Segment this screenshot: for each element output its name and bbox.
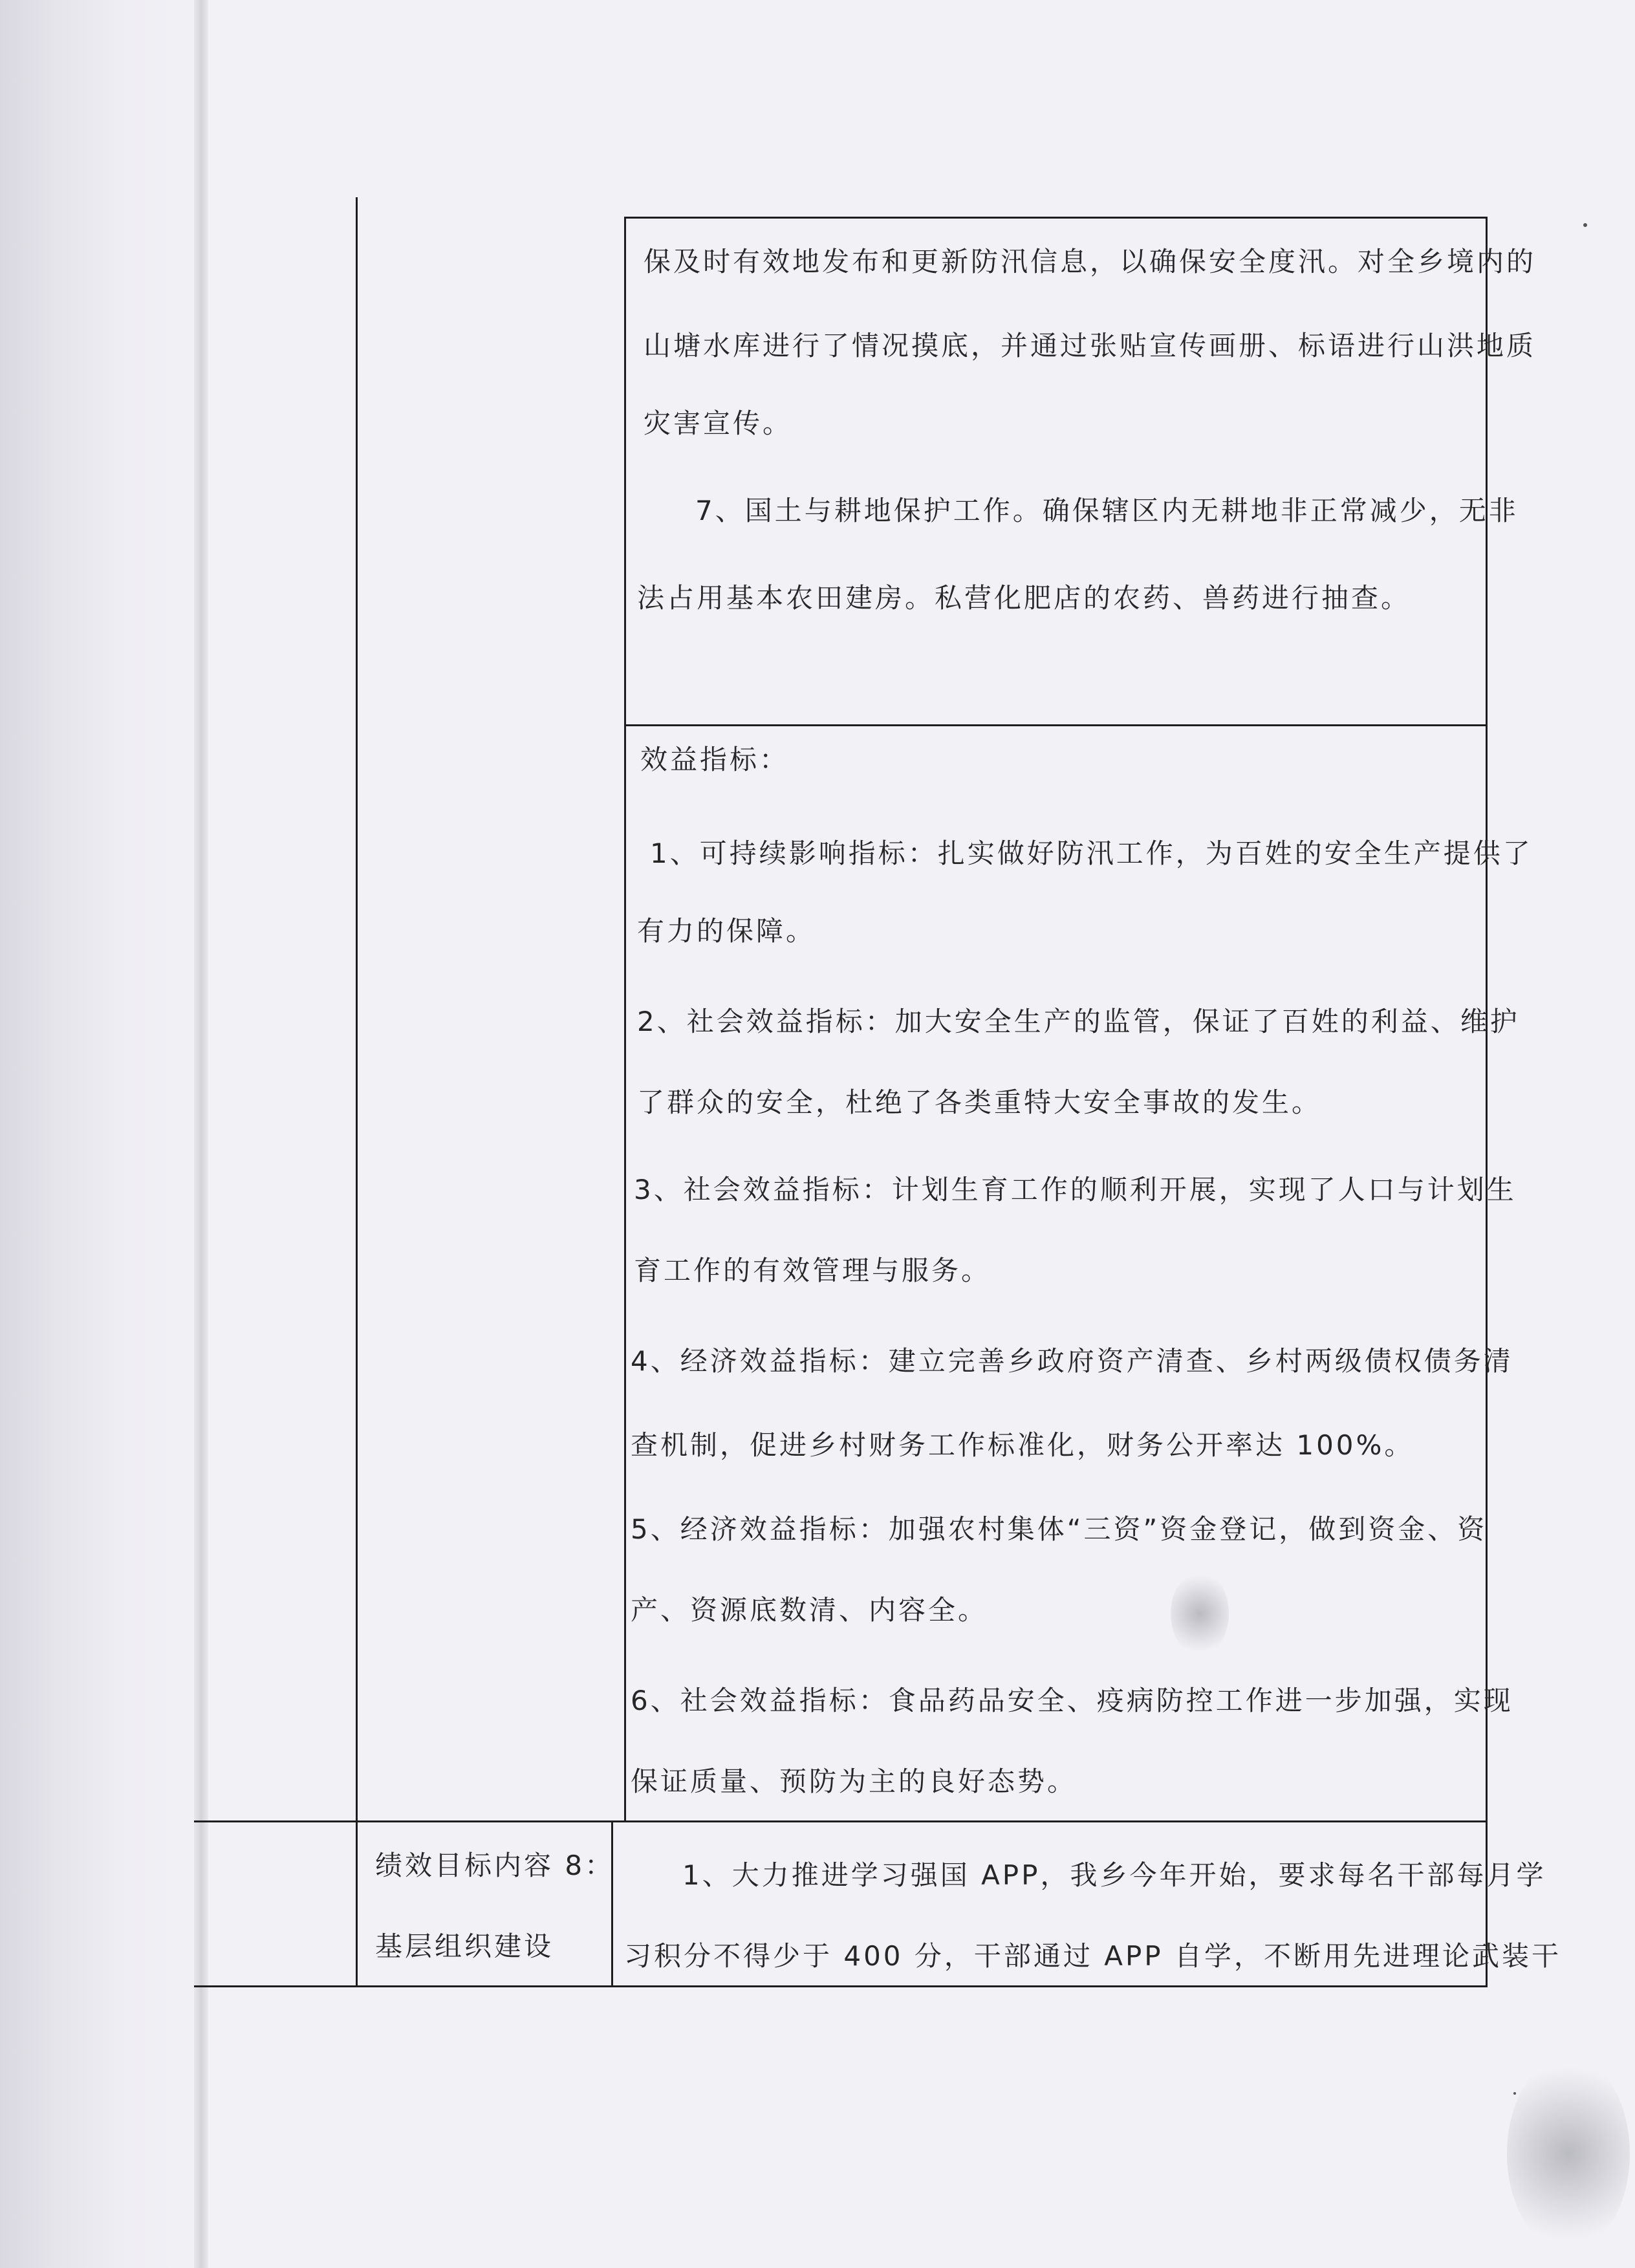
benefit-item-line: 育工作的有效管理与服务。 [634,1255,991,1286]
benefit-item-line: 2、社会效益指标：加大安全生产的监管，保证了百姓的利益、维护 [637,1006,1520,1037]
benefit-item-line: 了群众的安全，杜绝了各类重特大安全事故的发生。 [637,1086,1322,1118]
text-line: 灾害宣传。 [644,407,793,439]
column-divider-inner [624,217,626,1820]
column-divider-outer [356,197,358,1987]
table-bottom-border [194,1985,1488,1987]
target8-label-line2: 基层组织建设 [375,1930,554,1962]
table-right-border [1486,217,1488,1987]
ink-smudge [1171,1571,1229,1656]
benefit-item-line: 3、社会效益指标：计划生育工作的顺利开展，实现了人口与计划生 [634,1174,1517,1205]
fingerprint-smudge [1507,2057,1630,2251]
benefit-heading: 效益指标： [640,744,790,775]
table-top-border [624,217,1488,219]
target8-text-line: 1、大力推进学习强国 APP，我乡今年开始，要求每名干部每月学 [682,1859,1546,1891]
dust-speck [1583,223,1587,227]
text-line: 山塘水库进行了情况摸底，并通过张贴宣传画册、标语进行山洪地质 [644,330,1537,362]
row-divider-upper [624,724,1488,726]
benefit-item-line: 4、经济效益指标：建立完善乡政府资产清查、乡村两级债权债务清 [631,1345,1513,1377]
dust-speck [1513,2092,1516,2095]
benefit-item-line: 产、资源底数清、内容全。 [631,1594,988,1626]
benefit-item-line: 保证质量、预防为主的良好态势。 [631,1766,1077,1797]
benefit-item-line: 查机制，促进乡村财务工作标准化，财务公开率达 100%。 [631,1429,1414,1461]
target8-label-line1: 绩效目标内容 8： [375,1850,615,1881]
row-divider-target8 [194,1820,1488,1822]
benefit-item-line: 5、经济效益指标：加强农村集体“三资”资金登记，做到资金、资 [631,1513,1488,1545]
benefit-item-line: 1、可持续影响指标：扎实做好防汛工作，为百姓的安全生产提供了 [650,837,1533,869]
benefit-item-line: 6、社会效益指标：食品药品安全、疫病防控工作进一步加强，实现 [631,1685,1513,1716]
text-line: 法占用基本农田建房。私营化肥店的农药、兽药进行抽查。 [637,582,1411,614]
text-line: 7、国土与耕地保护工作。确保辖区内无耕地非正常减少，无非 [695,495,1519,526]
column-divider-target8 [611,1820,613,1987]
scan-shadow [0,0,213,2268]
target8-text-line: 习积分不得少于 400 分，干部通过 APP 自学，不断用先进理论武装干 [624,1940,1561,1972]
benefit-item-line: 有力的保障。 [637,915,816,947]
text-line: 保及时有效地发布和更新防汛信息，以确保安全度汛。对全乡境内的 [644,246,1537,277]
